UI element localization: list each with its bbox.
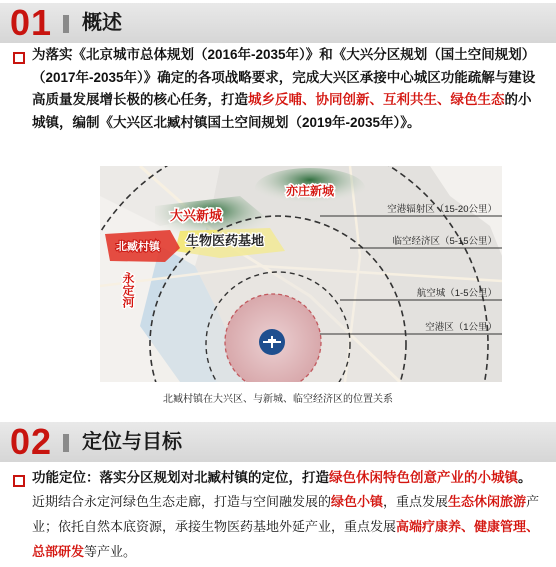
positioning-paragraph: 功能定位：落实分区规划对北臧村镇的定位，打造绿色休闲特色创意产业的小城镇。近期结合永定河绿色生态走廊，打造与空间融发展的绿色小镇，重点发展生态休闲旅游产业；依托自然本底资源，承接生物医药基地外延产业，重点发展高端疗康养、健康管理、总部研发等产业。 xyxy=(32,470,540,560)
daxing-label: 大兴新城 xyxy=(169,208,223,223)
section-header-2 xyxy=(0,422,556,462)
location-map xyxy=(100,166,502,382)
map-caption: 北臧村镇在大兴区、与新城、临空经济区的位置关系 xyxy=(163,394,393,405)
section-title: 定位与目标 xyxy=(82,431,182,453)
square-bullet-icon xyxy=(13,475,25,487)
economic-label: 临空经济区（5-15公里） xyxy=(392,236,497,247)
river-label-vertical: 永定河 xyxy=(121,272,135,308)
biomed-label: 生物医药基地 xyxy=(185,233,265,248)
square-bullet-icon xyxy=(13,52,25,64)
section-number: 02 xyxy=(10,421,53,462)
section-header-1 xyxy=(0,3,556,43)
radiation-label: 空港辐射区（15-20公里） xyxy=(387,204,497,215)
yizhuang-label: 亦庄新城 xyxy=(285,184,335,198)
overview-paragraph: 为落实《北京城市总体规划（2016年-2035年）》和《大兴分区规划（国土空间规划）（2017年-2035年）》确定的各项战略要求，完成大兴区承接中心城区功能疏解与建设高质量发展增长极的核心任务，打造城乡反哺、协同创新、互利共生、绿色生态的小城镇，编制《大兴区北臧村镇国土空间规划（2019年-2035年）》。 xyxy=(32,47,536,130)
section-divider xyxy=(63,434,69,452)
section-number: 01 xyxy=(10,2,53,43)
section-divider xyxy=(63,15,69,33)
aviation-label: 航空城（1-5公里） xyxy=(416,288,497,299)
section-title: 概述 xyxy=(82,12,122,34)
beizang-label: 北臧村镇 xyxy=(116,241,160,253)
airport-label: 空港区（1公里） xyxy=(425,322,497,333)
